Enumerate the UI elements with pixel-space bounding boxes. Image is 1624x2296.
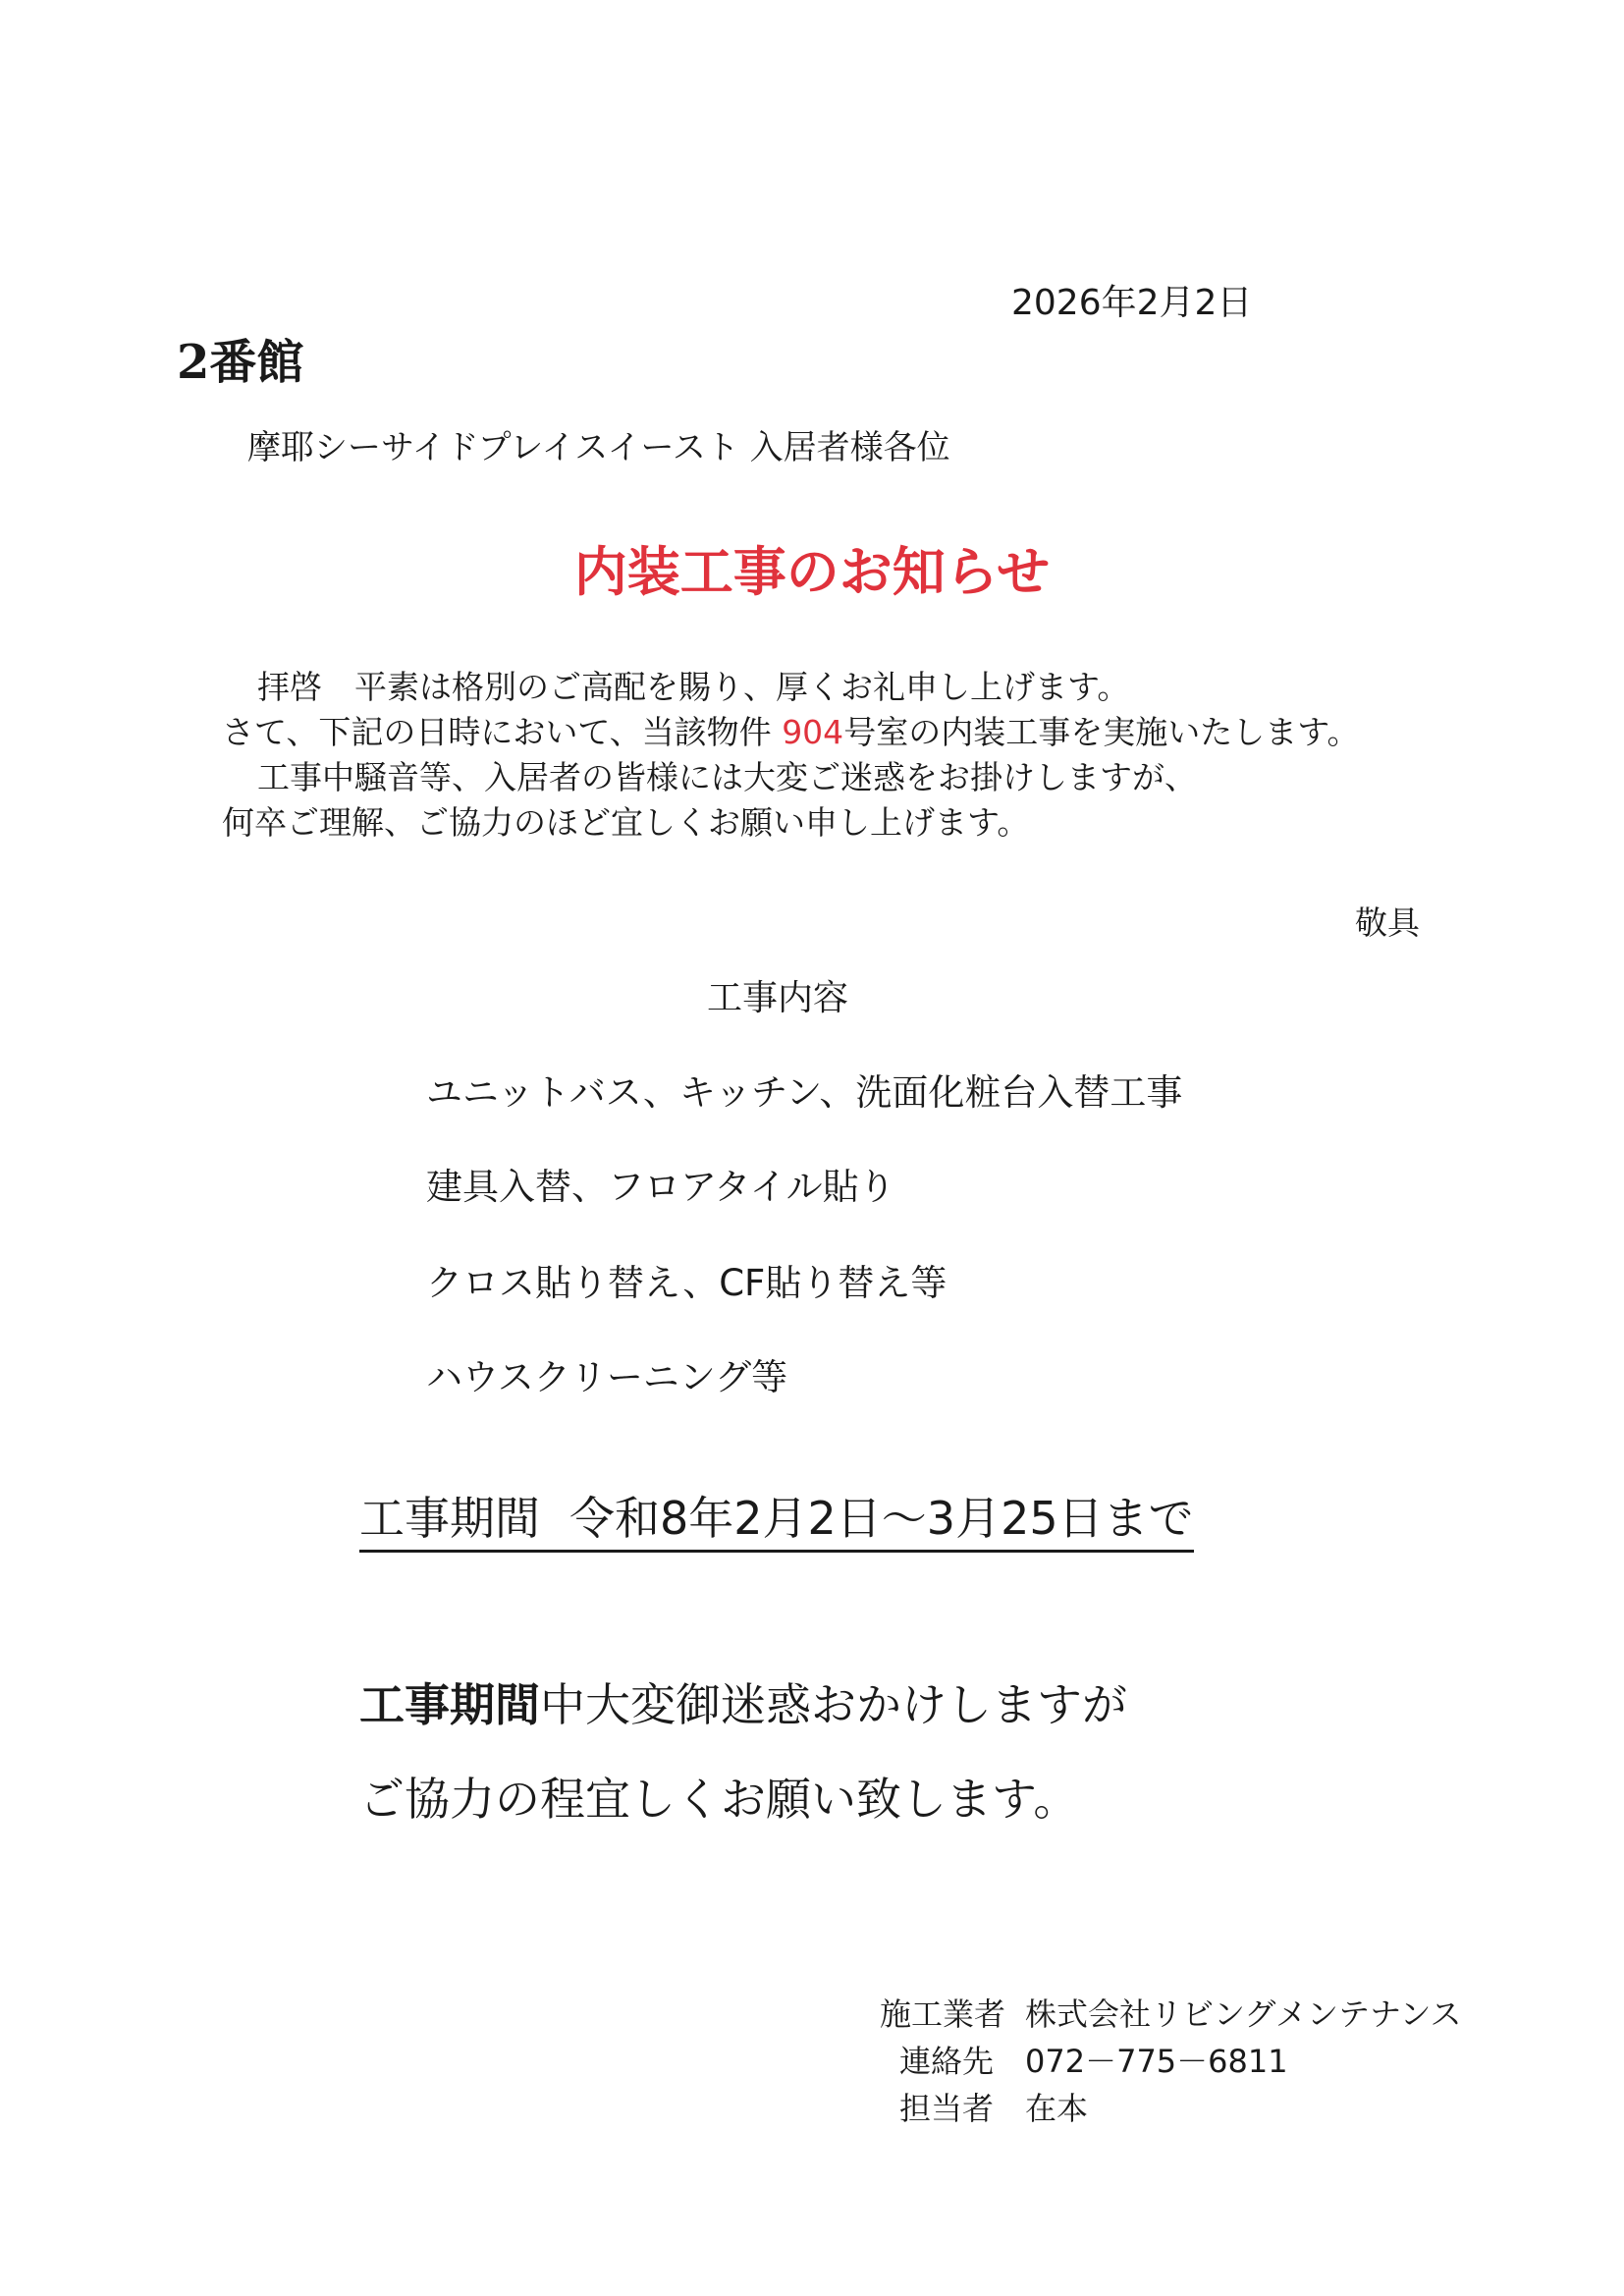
work-period bbox=[359, 1483, 1194, 1553]
work-period-label: 工事期間 bbox=[359, 1492, 540, 1545]
building-name: 2番館 bbox=[177, 335, 304, 390]
contractor-label: 施工業者 bbox=[880, 1995, 1006, 2033]
work-item: 建具入替、フロアタイル貼り bbox=[426, 1166, 895, 1208]
work-heading: 工事内容 bbox=[707, 978, 849, 1018]
apology-line-1 bbox=[359, 1669, 1127, 1734]
room-number: 904 bbox=[782, 713, 844, 751]
apology-bold: 工事期間 bbox=[359, 1678, 540, 1731]
contractor-name: 株式会社リビングメンテナンス bbox=[1025, 1995, 1462, 2033]
body-line-request: 何卒ご理解、ご協力のほど宜しくお願い申し上げます。 bbox=[222, 803, 1030, 842]
work-item: クロス貼り替え、CF貼り替え等 bbox=[426, 1262, 947, 1304]
apology-line-2: ご協力の程宜しくお願い致します。 bbox=[359, 1773, 1079, 1826]
announcement-suffix: 号室の内装工事を実施いたします。 bbox=[843, 713, 1360, 751]
contact-phone: 072－775－6811 bbox=[1025, 2043, 1288, 2080]
addressee: 摩耶シーサイドプレイスイースト 入居者様各位 bbox=[247, 428, 950, 467]
work-item: ハウスクリーニング等 bbox=[426, 1356, 788, 1398]
body-line-greeting: 拝啓 平素は格別のご高配を賜り、厚くお礼申し上げます。 bbox=[257, 668, 1130, 706]
announcement-prefix: さて、下記の日時において、当該物件 bbox=[222, 713, 772, 751]
person-name: 在本 bbox=[1025, 2090, 1089, 2127]
notice-date: 2026年2月2日 bbox=[1011, 283, 1253, 323]
work-item: ユニットバス、キッチン、洗面化粧台入替工事 bbox=[426, 1071, 1183, 1114]
person-label: 担当者 bbox=[899, 2090, 995, 2127]
contact-label: 連絡先 bbox=[899, 2043, 995, 2080]
body-line-noise: 工事中騒音等、入居者の皆様には大変ご迷惑をお掛けしますが、 bbox=[257, 758, 1197, 796]
work-period-value: 令和8年2月2日～3月25日まで bbox=[569, 1492, 1194, 1545]
body-line-announcement bbox=[222, 707, 1360, 753]
closing-phrase: 敬具 bbox=[1355, 903, 1420, 942]
apology-rest: 中大変御迷惑おかけしますが bbox=[540, 1678, 1127, 1731]
notice-title: 内装工事のお知らせ bbox=[573, 541, 1051, 603]
